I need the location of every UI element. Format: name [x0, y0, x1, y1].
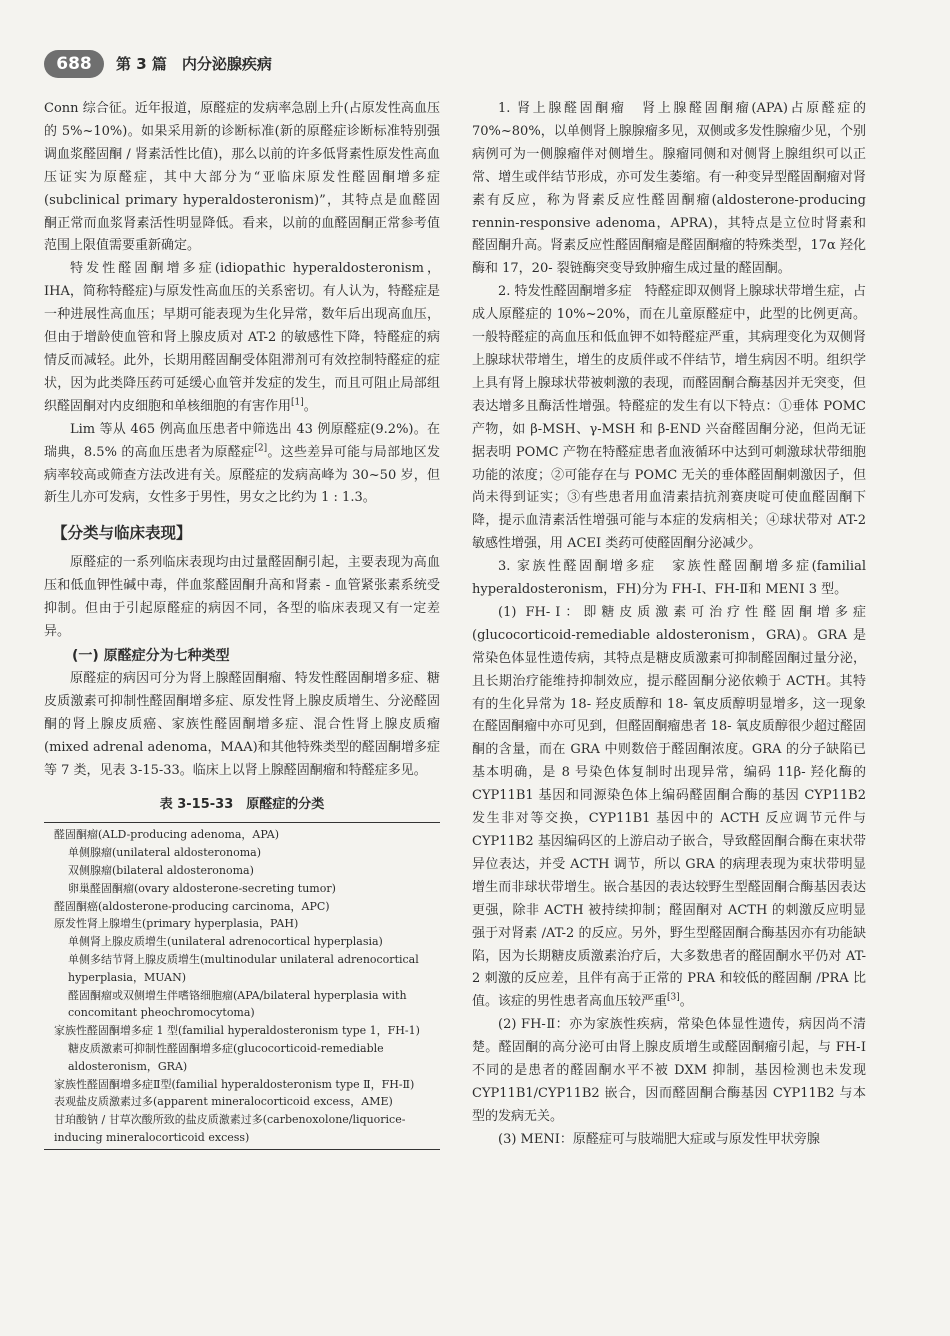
table-row: 甘珀酸钠 / 甘草次酸所致的盐皮质激素过多(carbenoxolone/liquorice-inducing mineralocorticoid excess) — [54, 1113, 406, 1145]
right-paragraph-4 — [472, 602, 866, 1014]
left-paragraph-3 — [44, 419, 440, 511]
right-column — [472, 98, 866, 1152]
left-column — [44, 98, 440, 1150]
table-row: 表观盐皮质激素过多(apparent mineralocorticoid excess，AME) — [54, 1095, 393, 1109]
table-row: 醛固酮瘤或双侧增生伴嗜铬细胞瘤(APA/bilateral hyperplasia with concomitant pheochromocytoma) — [68, 988, 407, 1020]
right-p4-text: (1) FH-Ⅰ：即糖皮质激素可治疗性醛固酮增多症(glucocorticoid-remediable aldosteronism，GRA)。GRA 是常染色体显性遗传病，其特点是糖皮质激素可抑制醛固酮过量分泌，且长期治疗能维持抑制效应，提示醛固酮分泌依赖于 ACTH。其特有的生化异常为 18- 羟皮质醇和 18- 氧皮质醇明显增多，这一现象在醛固酮瘤中亦可见到，但醛固酮瘤患者 18- 氧皮质醇很少超过醛固酮的含量，而在 GRA 中则数倍于醛固酮浓度。GRA 的分子缺陷已基本明确，是 8 号染色体复制时出现异常，编码 11β- 羟化酶的 CYP11B1 基因和同源染色体上编码醛固酮合酶的基因 CYP11B2 发生非对等交换，CYP11B1 基因中的 ACTH 反应调节元件与 CYP11B2 基因编码区的上游启动子嵌合，导致醛固酮合酶在束状带异位表达，并受 ACTH 调节，所以 GRA 的病理表现为束状带明显增生而非球状带增生。嵌合基因的表达较野生型醛固酮合酶基因表达更强，除非 ACTH 被持续抑制；醛固酮对 ACTH 的刺激反应明显强于对肾素 /AT-2 的反应。另外，野生型醛固酮合酶基因亦有功能缺陷，因为长期糖皮质激素治疗后，大多数患者的醛固酮水平仍对 AT-2 刺激的反应差，且伴有高于正常的 PRA 和较低的醛固酮 /PRA 比值。该症的男性患者高血压较严重 — [472, 604, 866, 1010]
table-row: 醛固酮癌(aldosterone-producing carcinoma，APC) — [54, 899, 330, 913]
table-row: 单侧腺瘤(unilateral aldosteronoma) — [68, 846, 261, 860]
left-paragraph-2 — [44, 258, 440, 418]
table-row: 双侧腺瘤(bilateral aldosteronoma) — [68, 864, 254, 878]
right-paragraph-6: (3) MENⅠ：原醛症可与肢端肥大症或与原发性甲状旁腺 — [498, 1131, 820, 1147]
subsection-title: (一) 原醛症分为七种类型 — [72, 647, 230, 664]
page-header — [44, 50, 904, 80]
table-row: 单侧肾上腺皮质增生(unilateral adrenocortical hyperplasia) — [68, 935, 383, 949]
left-p3-text: Lim 等从 465 例高血压患者中筛选出 43 例原醛症(9.2%)。在瑞典，8.5% 的高血压患者为原醛症 — [44, 421, 440, 460]
left-p2-end: 。 — [303, 398, 317, 414]
left-p3-end: 。这些差异可能与局部地区发病率较高或筛查方法改进有关。原醛症的发病高峰为 30~50 岁，但新生儿亦可发病，女性多于男性，男女之比约为 1 : 1.3。 — [44, 444, 440, 506]
running-head: 第 3 篇 内分泌腺疾病 — [116, 55, 272, 73]
left-paragraph-4: 原醛症的一系列临床表现均由过量醛固酮引起，主要表现为高血压和低血钾性碱中毒，伴血浆醛固酮升高和肾素 - 血管紧张素系统受抑制。但由于引起原醛症的病因不同，各型的临床表现又有一定差异。 — [44, 555, 440, 640]
table-row: 家族性醛固酮增多症Ⅱ型(familial hyperaldosteronism type Ⅱ，FH-Ⅱ) — [54, 1077, 415, 1091]
table-row: 家族性醛固酮增多症 1 型(familial hyperaldosteronism type 1，FH-1) — [54, 1024, 420, 1038]
citation-1: [1] — [291, 397, 304, 408]
page-number: 688 — [44, 50, 104, 78]
table-row: 卵巢醛固酮瘤(ovary aldosterone-secreting tumor) — [68, 881, 336, 895]
right-paragraph-3: 3. 家族性醛固酮增多症 家族性醛固酮增多症(familial hyperaldosteronism，FH)分为 FH-Ⅰ、FH-Ⅱ和 MENⅠ 3 型。 — [472, 559, 866, 598]
table-row: 糖皮质激素可抑制性醛固酮增多症(glucocorticoid-remediable aldosteronism，GRA) — [68, 1042, 384, 1073]
classification-table — [44, 822, 440, 1149]
table-row: 单侧多结节肾上腺皮质增生(multinodular unilateral adrenocortical hyperplasia，MUAN) — [68, 953, 419, 984]
left-paragraph-1: Conn 综合征。近年报道，原醛症的发病率急剧上升(占原发性高血压的 5%~10%)。如果采用新的诊断标准(新的原醛症诊断标准特别强调血浆醛固酮 / 肾素活性比值)，那么以前的许多低肾素性原发性高血压证实为原醛症，其中大部分为“亚临床原发性醛固酮增多症(subclinical primary hyperaldosteronism)”，其特点是血醛固酮正常而血浆肾素活性明显降低。看来，以前的血醛固酮正常参考值范围上限值需要重新确定。 — [44, 101, 440, 254]
right-paragraph-2: 2. 特发性醛固酮增多症 特醛症即双侧肾上腺球状带增生症，占成人原醛症的 10%~20%，而在儿童原醛症中，此型的比例更高。一般特醛症的高血压和低血钾不如特醛症严重，其病理变化为双侧肾上腺球状带增生，增生的皮质伴或不伴结节，增生病因不明。组织学上具有肾上腺球状带被刺激的表现，而醛固酮合酶基因并无突变，但表达增多且酶活性增强。特醛症的发生有以下特点：①垂体 POMC 产物，如 β-MSH、γ-MSH 和 β-END 兴奋醛固酮分泌，但尚无证据表明 POMC 产物在特醛症患者血液循环中达到可刺激球状带细胞功能的浓度；②可能存在与 POMC 无关的垂体醛固酮刺激因子，但尚未得到证实；③有些患者用血清素拮抗剂赛庚啶可使血醛固酮下降，提示血清素活性增强可能与本症的发病相关；④球状带对 AT-2 敏感性增强，用 ACEI 类药可使醛固酮分泌减少。 — [472, 284, 866, 552]
right-paragraph-1: 1. 肾上腺醛固酮瘤 肾上腺醛固酮瘤(APA)占原醛症的 70%~80%，以单侧肾上腺腺瘤多见，双侧或多发性腺瘤少见，个别病例可为一侧腺瘤伴对侧增生。腺瘤同侧和对侧肾上腺组织可以正常、增生或伴结节形成，亦可发生萎缩。有一种变异型醛固酮瘤对肾素有反应，称为肾素反应性醛固酮瘤(aldosterone-producing rennin-responsive adenoma，APRA)，其特点是立位时肾素和醛固酮升高。肾素反应性醛固酮瘤是醛固酮瘤的特殊类型，17α 羟化酶和 17，20- 裂链酶突变导致肿瘤生成过量的醛固酮。 — [472, 101, 866, 277]
table-title: 表 3-15-33 原醛症的分类 — [159, 797, 325, 813]
right-p4-end: 。 — [679, 994, 693, 1010]
table-row: 醛固酮瘤(ALD-producing adenoma，APA) — [54, 828, 280, 842]
section-title: 【分类与临床表现】 — [52, 524, 192, 543]
table-row: 原发性肾上腺增生(primary hyperplasia，PAH) — [54, 917, 299, 931]
left-paragraph-5: 原醛症的病因可分为肾上腺醛固酮瘤、特发性醛固酮增多症、糖皮质激素可抑制性醛固酮增多症、原发性肾上腺皮质增生、分泌醛固酮的肾上腺皮质癌、家族性醛固酮增多症、混合性肾上腺皮质瘤(mixed adrenal adenoma，MAA)和其他特殊类型的醛固酮增多症等 7 类，见表 3-15-33。临床上以肾上腺醛固酮瘤和特醛症多见。 — [44, 670, 440, 778]
citation-2: [2] — [254, 443, 268, 454]
left-p2-text: 特发性醛固酮增多症(idiopathic hyperaldosteronism，IHA，简称特醛症)与原发性高血压的关系密切。有人认为，特醛症是一种进展性高血压；早期可能表现为生化异常，数年后出现高血压，但由于增龄使血管和肾上腺皮质对 AT-2 的敏感性下降，特醛症的病情反而减轻。此外，长期用醛固酮受体阻滞剂可有效控制特醛症的症状，因为此类降压药可延缓心血管并发症的发生，而且可阻止局部组织醛固酮对内皮细胞和单核细胞的有害作用 — [44, 261, 440, 414]
citation-3: [3] — [667, 993, 680, 1004]
right-paragraph-5: (2) FH-Ⅱ：亦为家族性疾病，常染色体显性遗传，病因尚不清楚。醛固酮的高分泌可由肾上腺皮质增生或醛固酮瘤引起，与 FH-Ⅰ不同的是患者的醛固酮水平不被 DXM 抑制，基因检测也未发现 CYP11B1/CYP11B2 嵌合，因而醛固酮合酶基因 CYP11B2 与本型的发病无关。 — [472, 1017, 866, 1124]
